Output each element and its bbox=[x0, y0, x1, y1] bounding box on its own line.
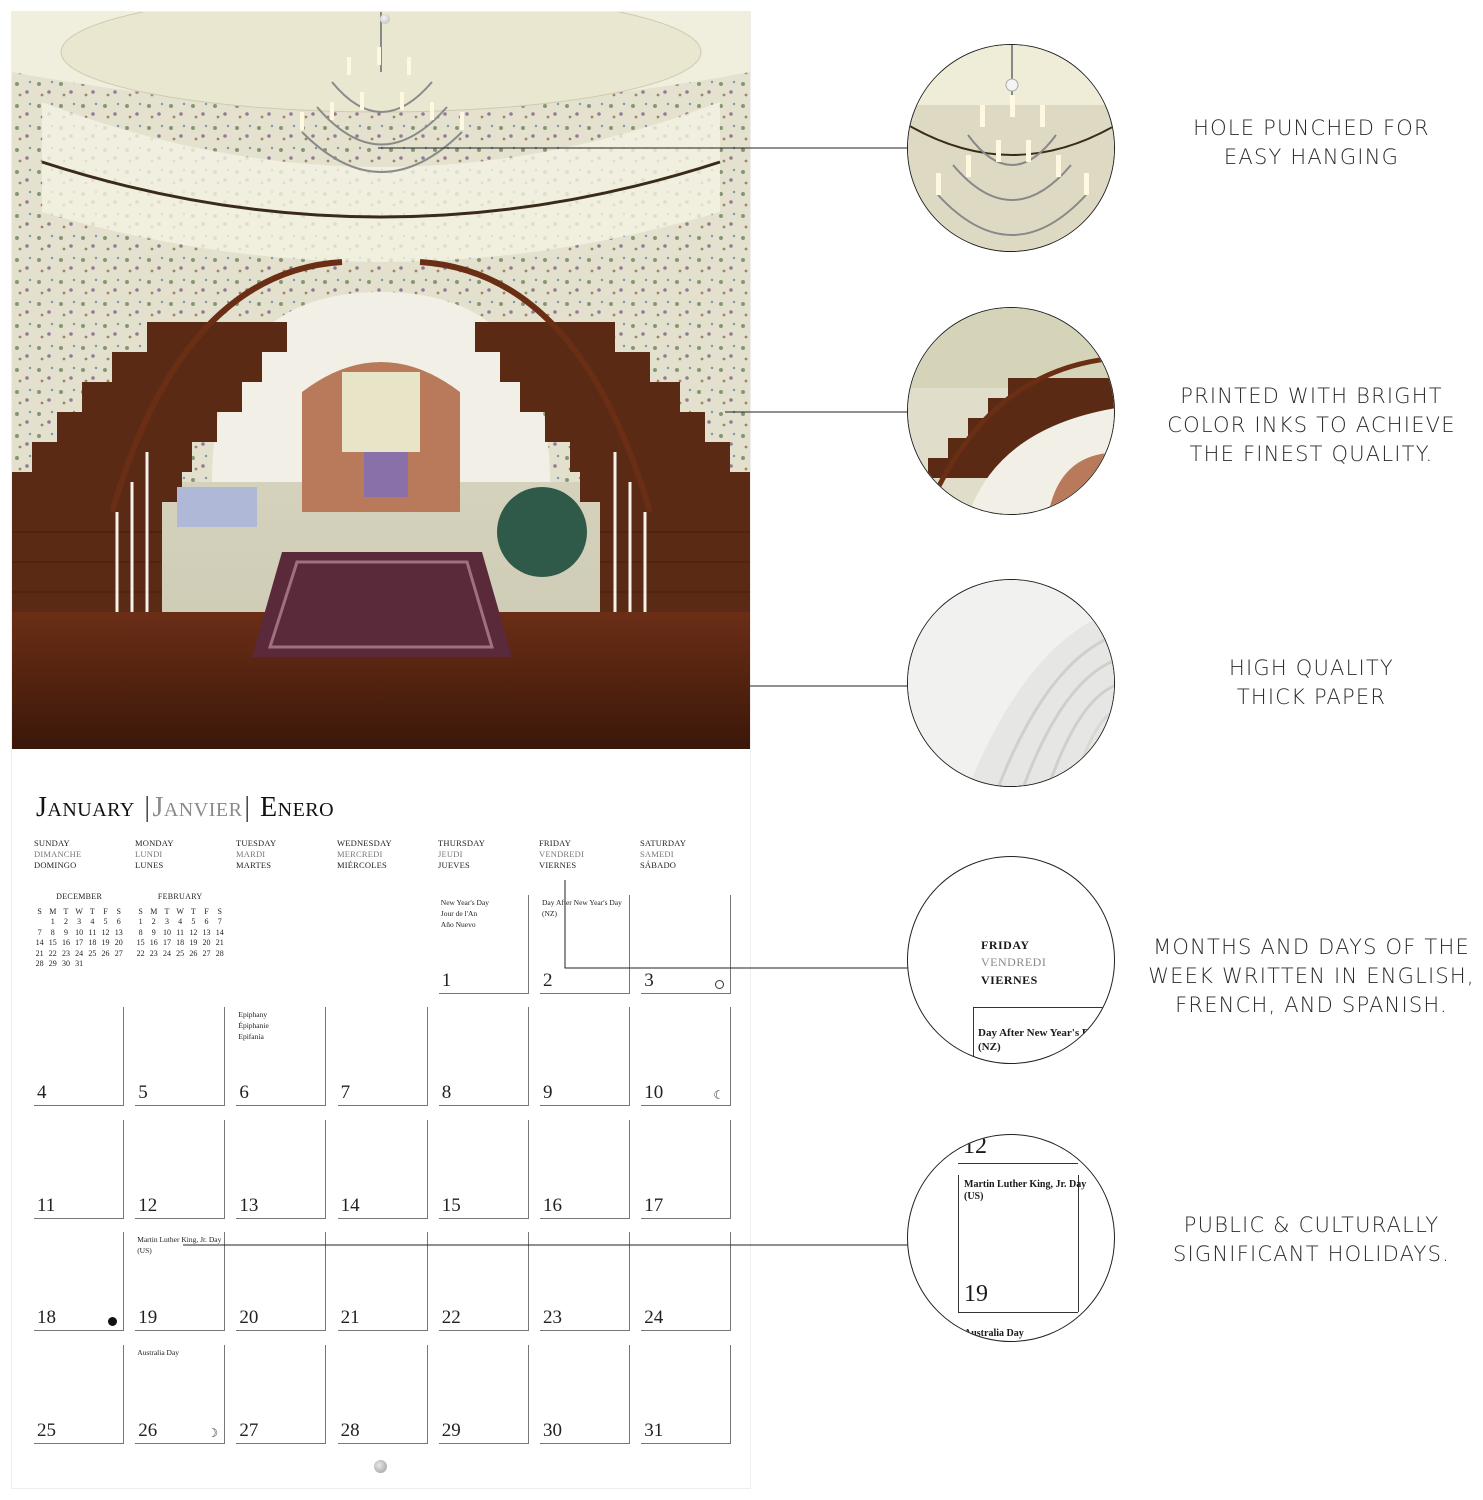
mini-calendar-day: 1 bbox=[50, 917, 55, 926]
mini-calendar-day: 14 bbox=[35, 938, 44, 947]
weekday-label-es: LUNES bbox=[135, 860, 164, 870]
feature-text-line: THICK PAPER bbox=[1236, 685, 1387, 709]
mini-calendar-weekday: F bbox=[204, 906, 209, 916]
weekday-label-en: TUESDAY bbox=[236, 838, 277, 848]
weekday-label-fr: MERCREDI bbox=[337, 849, 383, 859]
mini-calendar-day: 18 bbox=[176, 938, 185, 947]
zoom-holiday bbox=[907, 1134, 1115, 1342]
day-number: 31 bbox=[644, 1419, 664, 1441]
mini-calendar-day: 28 bbox=[35, 959, 44, 968]
holiday-text: (US) bbox=[137, 1246, 152, 1256]
holiday-text: New Year's Day bbox=[440, 898, 490, 907]
mini-calendar-day: 13 bbox=[114, 927, 123, 937]
weekday-label-es: VIERNES bbox=[539, 860, 577, 870]
weekday-label-es: DOMINGO bbox=[34, 860, 77, 870]
feature-text-line: HIGH QUALITY bbox=[1229, 656, 1394, 680]
weekday-label-es: JUEVES bbox=[438, 860, 470, 870]
day-number: 30 bbox=[543, 1419, 562, 1441]
day-number: 18 bbox=[37, 1307, 56, 1329]
mini-calendar-weekday: W bbox=[75, 906, 83, 916]
mini-calendar-day: 27 bbox=[202, 948, 211, 958]
feature-text-line: FRENCH, AND SPANISH. bbox=[1175, 993, 1448, 1017]
mini-calendar-day: 3 bbox=[77, 917, 82, 926]
day-number: 20 bbox=[239, 1307, 259, 1329]
zoom-weekday-rule bbox=[973, 1007, 1115, 1008]
zoom-cell-border bbox=[958, 1175, 959, 1312]
mini-calendar-weekday: F bbox=[103, 906, 108, 916]
zoom-chandelier bbox=[907, 44, 1115, 252]
day-number: 17 bbox=[644, 1194, 664, 1216]
weekday-label-en: WEDNESDAY bbox=[337, 838, 392, 848]
weekday-label-es: MIÉRCOLES bbox=[337, 860, 387, 870]
day-number: 6 bbox=[239, 1082, 249, 1104]
day-number: 27 bbox=[239, 1419, 259, 1441]
mini-calendar-day: 31 bbox=[75, 959, 84, 968]
feature-text-line: WEEK WRITTEN IN ENGLISH, bbox=[1148, 964, 1475, 988]
mini-calendar-day: 4 bbox=[178, 917, 183, 926]
mini-calendar-day: 23 bbox=[61, 948, 70, 958]
day-number: 14 bbox=[340, 1194, 360, 1216]
feature-thick-paper bbox=[1140, 654, 1483, 712]
holiday-text: Australia Day bbox=[137, 1347, 180, 1357]
holiday-text: Martin Luther King, Jr. Day bbox=[137, 1235, 222, 1245]
mini-calendar-day: 24 bbox=[162, 948, 171, 958]
day-number: 11 bbox=[37, 1194, 56, 1216]
month-title-french: Janvier bbox=[152, 792, 243, 823]
mini-calendar-day: 23 bbox=[149, 948, 158, 958]
mini-calendar-weekday: T bbox=[63, 906, 69, 916]
day-number: 23 bbox=[543, 1307, 562, 1329]
mini-calendar-day: 9 bbox=[151, 927, 156, 937]
mini-calendar-weekday: M bbox=[150, 906, 158, 916]
day-number: 8 bbox=[441, 1082, 452, 1104]
month-title-separator: | bbox=[244, 792, 251, 823]
mini-calendar-day: 22 bbox=[136, 948, 145, 958]
zoom-paper bbox=[907, 579, 1115, 787]
feature-text-line: MONTHS AND DAYS OF THE bbox=[1153, 935, 1470, 959]
mini-calendar-day: 11 bbox=[88, 927, 97, 937]
mini-calendar-day: 10 bbox=[162, 927, 171, 937]
day-number: 2 bbox=[543, 970, 553, 991]
zoom-day-number: 19 bbox=[964, 1281, 988, 1307]
feature-text-line: PRINTED WITH BRIGHT bbox=[1180, 384, 1443, 408]
mini-calendar-day: 27 bbox=[114, 948, 123, 958]
weekday-label-en: THURSDAY bbox=[438, 838, 486, 848]
mini-calendar-day: 12 bbox=[189, 927, 198, 937]
holiday-text: Day After New Year's Day bbox=[542, 898, 622, 907]
feature-text-line: SIGNIFICANT HOLIDAYS. bbox=[1173, 1242, 1450, 1266]
weekday-label-fr: LUNDI bbox=[135, 849, 163, 859]
day-number: 24 bbox=[644, 1307, 664, 1329]
weekday-label-fr: JEUDI bbox=[438, 849, 463, 859]
mini-calendar-day: 21 bbox=[35, 948, 44, 958]
weekday-label-en: FRIDAY bbox=[539, 838, 572, 848]
day-number: 15 bbox=[441, 1194, 461, 1216]
mini-calendar-day: 26 bbox=[189, 948, 198, 958]
zoom-weekday bbox=[907, 856, 1115, 1064]
mini-calendar-title: FEBRUARY bbox=[157, 892, 203, 901]
mini-calendar-weekday: T bbox=[190, 906, 196, 916]
first-quarter-moon-icon: ☽ bbox=[207, 1425, 219, 1440]
zoom-staircase bbox=[907, 307, 1115, 515]
mini-calendar-title: DECEMBER bbox=[56, 892, 103, 901]
weekday-label-es: MARTES bbox=[236, 860, 272, 870]
mini-calendar-day: 15 bbox=[136, 938, 145, 947]
zoom-holiday-label: Australia Day bbox=[964, 1328, 1024, 1339]
mini-calendar-day: 14 bbox=[215, 927, 224, 937]
day-number: 1 bbox=[441, 970, 452, 991]
mini-calendar-day: 15 bbox=[48, 938, 57, 947]
day-number: 25 bbox=[37, 1419, 56, 1441]
mini-calendar-day: 6 bbox=[204, 917, 209, 926]
mini-calendar-day: 5 bbox=[191, 917, 196, 926]
mini-calendar-day: 7 bbox=[217, 917, 222, 926]
day-number: 10 bbox=[644, 1082, 664, 1104]
mini-calendar-day: 24 bbox=[75, 948, 84, 958]
mini-calendar-day: 17 bbox=[75, 938, 84, 947]
weekday-label-fr: VENDREDI bbox=[539, 849, 585, 859]
month-title-separator: | bbox=[144, 792, 151, 823]
day-number: 26 bbox=[138, 1419, 158, 1441]
mini-calendar-day: 8 bbox=[50, 927, 55, 937]
mini-calendar-day: 19 bbox=[189, 938, 198, 947]
zoom-cell-border bbox=[1078, 1175, 1079, 1312]
weekday-label-fr: MARDI bbox=[236, 849, 266, 859]
zoom-holiday-label: Day After New Year's D bbox=[978, 1027, 1090, 1039]
day-number: 7 bbox=[340, 1082, 351, 1104]
mini-calendar-day: 2 bbox=[151, 917, 156, 926]
feature-text-line: EASY HANGING bbox=[1223, 145, 1400, 169]
mini-calendar-day: 30 bbox=[61, 959, 70, 968]
zoom-day-number: 12 bbox=[963, 1134, 987, 1159]
zoom-holiday-region: (NZ) bbox=[978, 1041, 1001, 1053]
mini-calendar-day: 28 bbox=[215, 948, 224, 958]
mini-calendar-day: 20 bbox=[114, 938, 123, 947]
mini-calendar-day: 2 bbox=[63, 917, 68, 926]
holiday-text: Épiphanie bbox=[238, 1021, 269, 1031]
holiday-text: Epiphany bbox=[238, 1010, 268, 1020]
feature-hole-punched bbox=[1140, 114, 1483, 172]
weekday-label-en: SUNDAY bbox=[34, 838, 70, 848]
feature-trilingual bbox=[1140, 933, 1483, 1020]
mini-calendar-day: 26 bbox=[101, 948, 110, 958]
mini-calendar-weekday: T bbox=[164, 906, 170, 916]
day-number: 29 bbox=[441, 1419, 461, 1441]
mini-calendar-weekday: W bbox=[176, 906, 184, 916]
mini-calendar-day: 12 bbox=[101, 927, 110, 937]
day-number: 3 bbox=[644, 970, 654, 991]
feature-bright-inks bbox=[1140, 382, 1483, 469]
day-number: 28 bbox=[340, 1419, 360, 1441]
mini-calendar-day: 3 bbox=[164, 917, 169, 926]
day-number: 19 bbox=[138, 1307, 158, 1329]
mini-calendar-day: 11 bbox=[176, 927, 184, 937]
mini-calendar-day: 20 bbox=[202, 938, 211, 947]
mini-calendar-day: 16 bbox=[61, 938, 70, 947]
zoom-cell-border bbox=[958, 1163, 1078, 1164]
mini-calendar-day: 29 bbox=[48, 959, 57, 968]
day-number: 13 bbox=[239, 1194, 259, 1216]
mini-calendar-day: 16 bbox=[149, 938, 158, 947]
callout-line-weekday bbox=[565, 880, 908, 968]
mini-calendar-day: 9 bbox=[63, 927, 68, 937]
weekday-label-fr: DIMANCHE bbox=[34, 849, 82, 859]
feature-holidays bbox=[1140, 1211, 1483, 1269]
holiday-text: Año Nuevo bbox=[440, 920, 476, 929]
mini-calendar-day: 25 bbox=[176, 948, 185, 958]
mini-calendar-day: 7 bbox=[37, 927, 42, 937]
day-number: 12 bbox=[138, 1194, 158, 1216]
holiday-text: Jour de l'An bbox=[440, 909, 478, 918]
month-title-spanish: Enero bbox=[260, 792, 335, 823]
mini-calendar-day: 18 bbox=[88, 938, 97, 947]
mini-calendar-day: 8 bbox=[138, 927, 143, 937]
day-number: 5 bbox=[138, 1082, 148, 1104]
mini-calendar-day: 25 bbox=[88, 948, 97, 958]
last-quarter-moon-icon: ☾ bbox=[713, 1088, 725, 1103]
mini-calendar-weekday: M bbox=[49, 906, 57, 916]
feature-text-line: HOLE PUNCHED FOR bbox=[1193, 116, 1430, 140]
mini-calendar-day: 4 bbox=[90, 917, 95, 926]
mini-calendar-weekday: S bbox=[138, 906, 143, 916]
feature-text-line: THE FINEST QUALITY. bbox=[1189, 442, 1434, 466]
weekday-label-es: SÁBADO bbox=[640, 860, 677, 870]
day-number: 9 bbox=[543, 1082, 553, 1104]
mini-calendar-day: 1 bbox=[138, 917, 143, 926]
day-number: 4 bbox=[37, 1082, 47, 1104]
month-title-english: January bbox=[36, 792, 135, 823]
weekday-label-en: SATURDAY bbox=[640, 838, 687, 848]
mini-calendar-weekday: S bbox=[37, 906, 42, 916]
mini-calendar-day: 5 bbox=[103, 917, 108, 926]
day-number: 22 bbox=[441, 1307, 461, 1329]
mini-calendar-day: 19 bbox=[101, 938, 110, 947]
day-number: 21 bbox=[340, 1307, 360, 1329]
holiday-text: Epifanía bbox=[238, 1032, 264, 1042]
zoom-weekday-french: VENDREDI bbox=[981, 955, 1047, 969]
mini-calendar-day: 21 bbox=[215, 938, 224, 947]
zoom-weekday-rule bbox=[973, 1007, 974, 1064]
feature-text-line: PUBLIC & CULTURALLY bbox=[1183, 1213, 1440, 1237]
mini-calendar-weekday: S bbox=[116, 906, 121, 916]
weekday-label-en: MONDAY bbox=[135, 838, 174, 848]
mini-calendar-day: 22 bbox=[48, 948, 57, 958]
mini-calendar-weekday: T bbox=[89, 906, 95, 916]
feature-text-line: COLOR INKS TO ACHIEVE bbox=[1167, 413, 1456, 437]
day-number: 16 bbox=[543, 1194, 562, 1216]
zoom-weekday-spanish: VIERNES bbox=[981, 973, 1038, 987]
mini-calendar-weekday: S bbox=[217, 906, 222, 916]
mini-calendar-day: 10 bbox=[75, 927, 84, 937]
mini-calendar-day: 6 bbox=[116, 917, 121, 926]
weekday-label-fr: SAMEDI bbox=[640, 849, 674, 859]
mini-calendar-day: 13 bbox=[202, 927, 211, 937]
mini-calendar-day: 17 bbox=[162, 938, 171, 947]
zoom-cell-border bbox=[958, 1312, 1078, 1313]
zoom-holiday-label: Martin Luther King, Jr. Day bbox=[964, 1179, 1087, 1190]
zoom-holiday-region: (US) bbox=[964, 1191, 984, 1202]
zoom-weekday-english: FRIDAY bbox=[981, 938, 1030, 952]
holiday-text: (NZ) bbox=[542, 909, 557, 918]
